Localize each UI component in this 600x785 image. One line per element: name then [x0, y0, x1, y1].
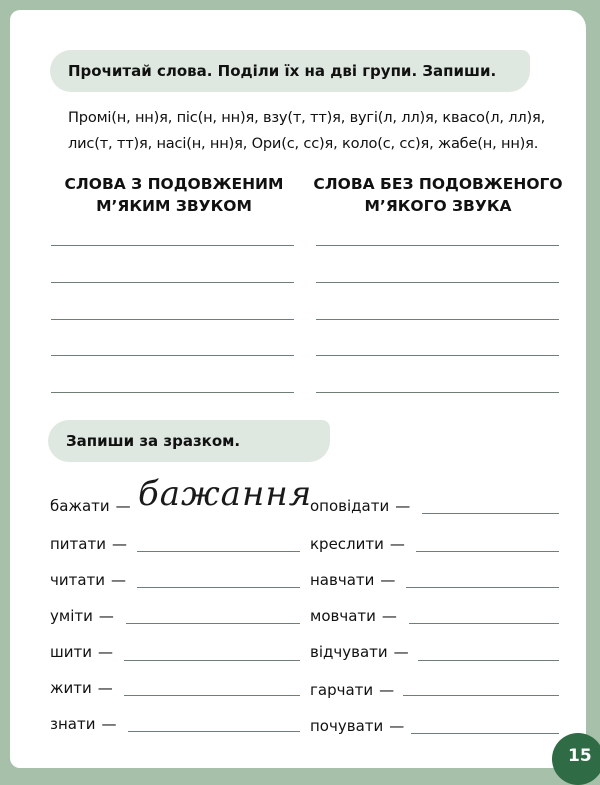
dash: — [393, 643, 409, 661]
answer-line[interactable] [126, 623, 300, 624]
verb-label: бажати [50, 497, 110, 515]
dash: — [380, 571, 396, 589]
verb-row-right [310, 681, 394, 699]
answer-line-left[interactable] [51, 245, 294, 246]
verb-row-right [310, 643, 409, 661]
task2-instruction-banner [48, 420, 330, 462]
answer-line-left[interactable] [51, 355, 294, 356]
column-heading-left-line1: СЛОВА З ПОДОВЖЕНИМ [64, 175, 284, 193]
verb-row-left [50, 607, 114, 625]
verb-row-left [50, 643, 113, 661]
answer-line[interactable] [124, 695, 300, 696]
verb-row-right [310, 607, 397, 625]
verb-row-left [50, 679, 113, 697]
dash: — [381, 607, 397, 625]
verb-label: шити [50, 643, 92, 661]
page-number-badge [552, 733, 600, 785]
answer-line-right[interactable] [316, 355, 559, 356]
answer-line[interactable] [137, 551, 300, 552]
column-heading-right-line1: СЛОВА БЕЗ ПОДОВЖЕНОГО [313, 175, 563, 193]
verb-label: читати [50, 571, 106, 589]
column-heading-long-soft [44, 173, 304, 217]
dash: — [389, 535, 405, 553]
answer-line-left[interactable] [51, 319, 294, 320]
verb-row-left [50, 535, 127, 553]
dash: — [389, 717, 405, 735]
verb-row-right [310, 535, 405, 553]
task2-instruction: Запиши за зразком. [66, 432, 241, 450]
task1-instruction-banner [50, 50, 530, 92]
sample-answer-handwriting: бажання [138, 474, 313, 514]
task1-words-line-2: лис(т, тт)я, насі(н, нн)я, Ори(с, сс)я, коло(с, сс)я, жабе(н, нн)я. [68, 135, 539, 152]
verb-label: оповідати [310, 497, 390, 515]
answer-line[interactable] [416, 551, 559, 552]
verb-label: відчувати [310, 643, 388, 661]
answer-line[interactable] [418, 660, 559, 661]
dash: — [101, 715, 117, 733]
verb-row-right [310, 571, 395, 589]
dash: — [111, 535, 127, 553]
answer-line-right[interactable] [316, 392, 559, 393]
answer-line[interactable] [403, 695, 559, 696]
answer-line[interactable] [137, 587, 300, 588]
verb-row-right [310, 497, 410, 515]
dash: — [395, 497, 411, 515]
verb-label: гарчати [310, 681, 374, 699]
dash: — [115, 497, 131, 515]
answer-line[interactable] [422, 513, 559, 514]
column-heading-left-line2: М’ЯКИМ ЗВУКОМ [96, 197, 252, 215]
answer-line[interactable] [411, 733, 559, 734]
dash: — [97, 679, 113, 697]
answer-line[interactable] [128, 731, 300, 732]
answer-line-right[interactable] [316, 319, 559, 320]
answer-line-right[interactable] [316, 245, 559, 246]
verb-row-left [50, 571, 126, 589]
answer-line[interactable] [406, 587, 559, 588]
verb-row-left [50, 497, 131, 515]
verb-row-left [50, 715, 116, 733]
verb-label: жити [50, 679, 92, 697]
task1-instruction: Прочитай слова. Поділи їх на дві групи. Запиши. [68, 62, 497, 80]
dash: — [111, 571, 127, 589]
verb-label: мовчати [310, 607, 376, 625]
page-number: 15 [568, 746, 592, 766]
task1-words-line-1: Промі(н, нн)я, піс(н, нн)я, взу(т, тт)я, вугі(л, лл)я, квасо(л, лл)я, [68, 109, 546, 126]
column-heading-right-line2: М’ЯКОГО ЗВУКА [364, 197, 512, 215]
verb-label: уміти [50, 607, 93, 625]
verb-label: навчати [310, 571, 375, 589]
verb-label: креслити [310, 535, 384, 553]
verb-label: знати [50, 715, 96, 733]
verb-row-right [310, 717, 404, 735]
dash: — [97, 643, 113, 661]
column-heading-no-long-soft [308, 173, 568, 217]
dash: — [379, 681, 395, 699]
answer-line[interactable] [409, 623, 559, 624]
verb-label: питати [50, 535, 106, 553]
answer-line-left[interactable] [51, 392, 294, 393]
verb-label: почувати [310, 717, 384, 735]
dash: — [98, 607, 114, 625]
answer-line-left[interactable] [51, 282, 294, 283]
answer-line[interactable] [124, 660, 300, 661]
answer-line-right[interactable] [316, 282, 559, 283]
